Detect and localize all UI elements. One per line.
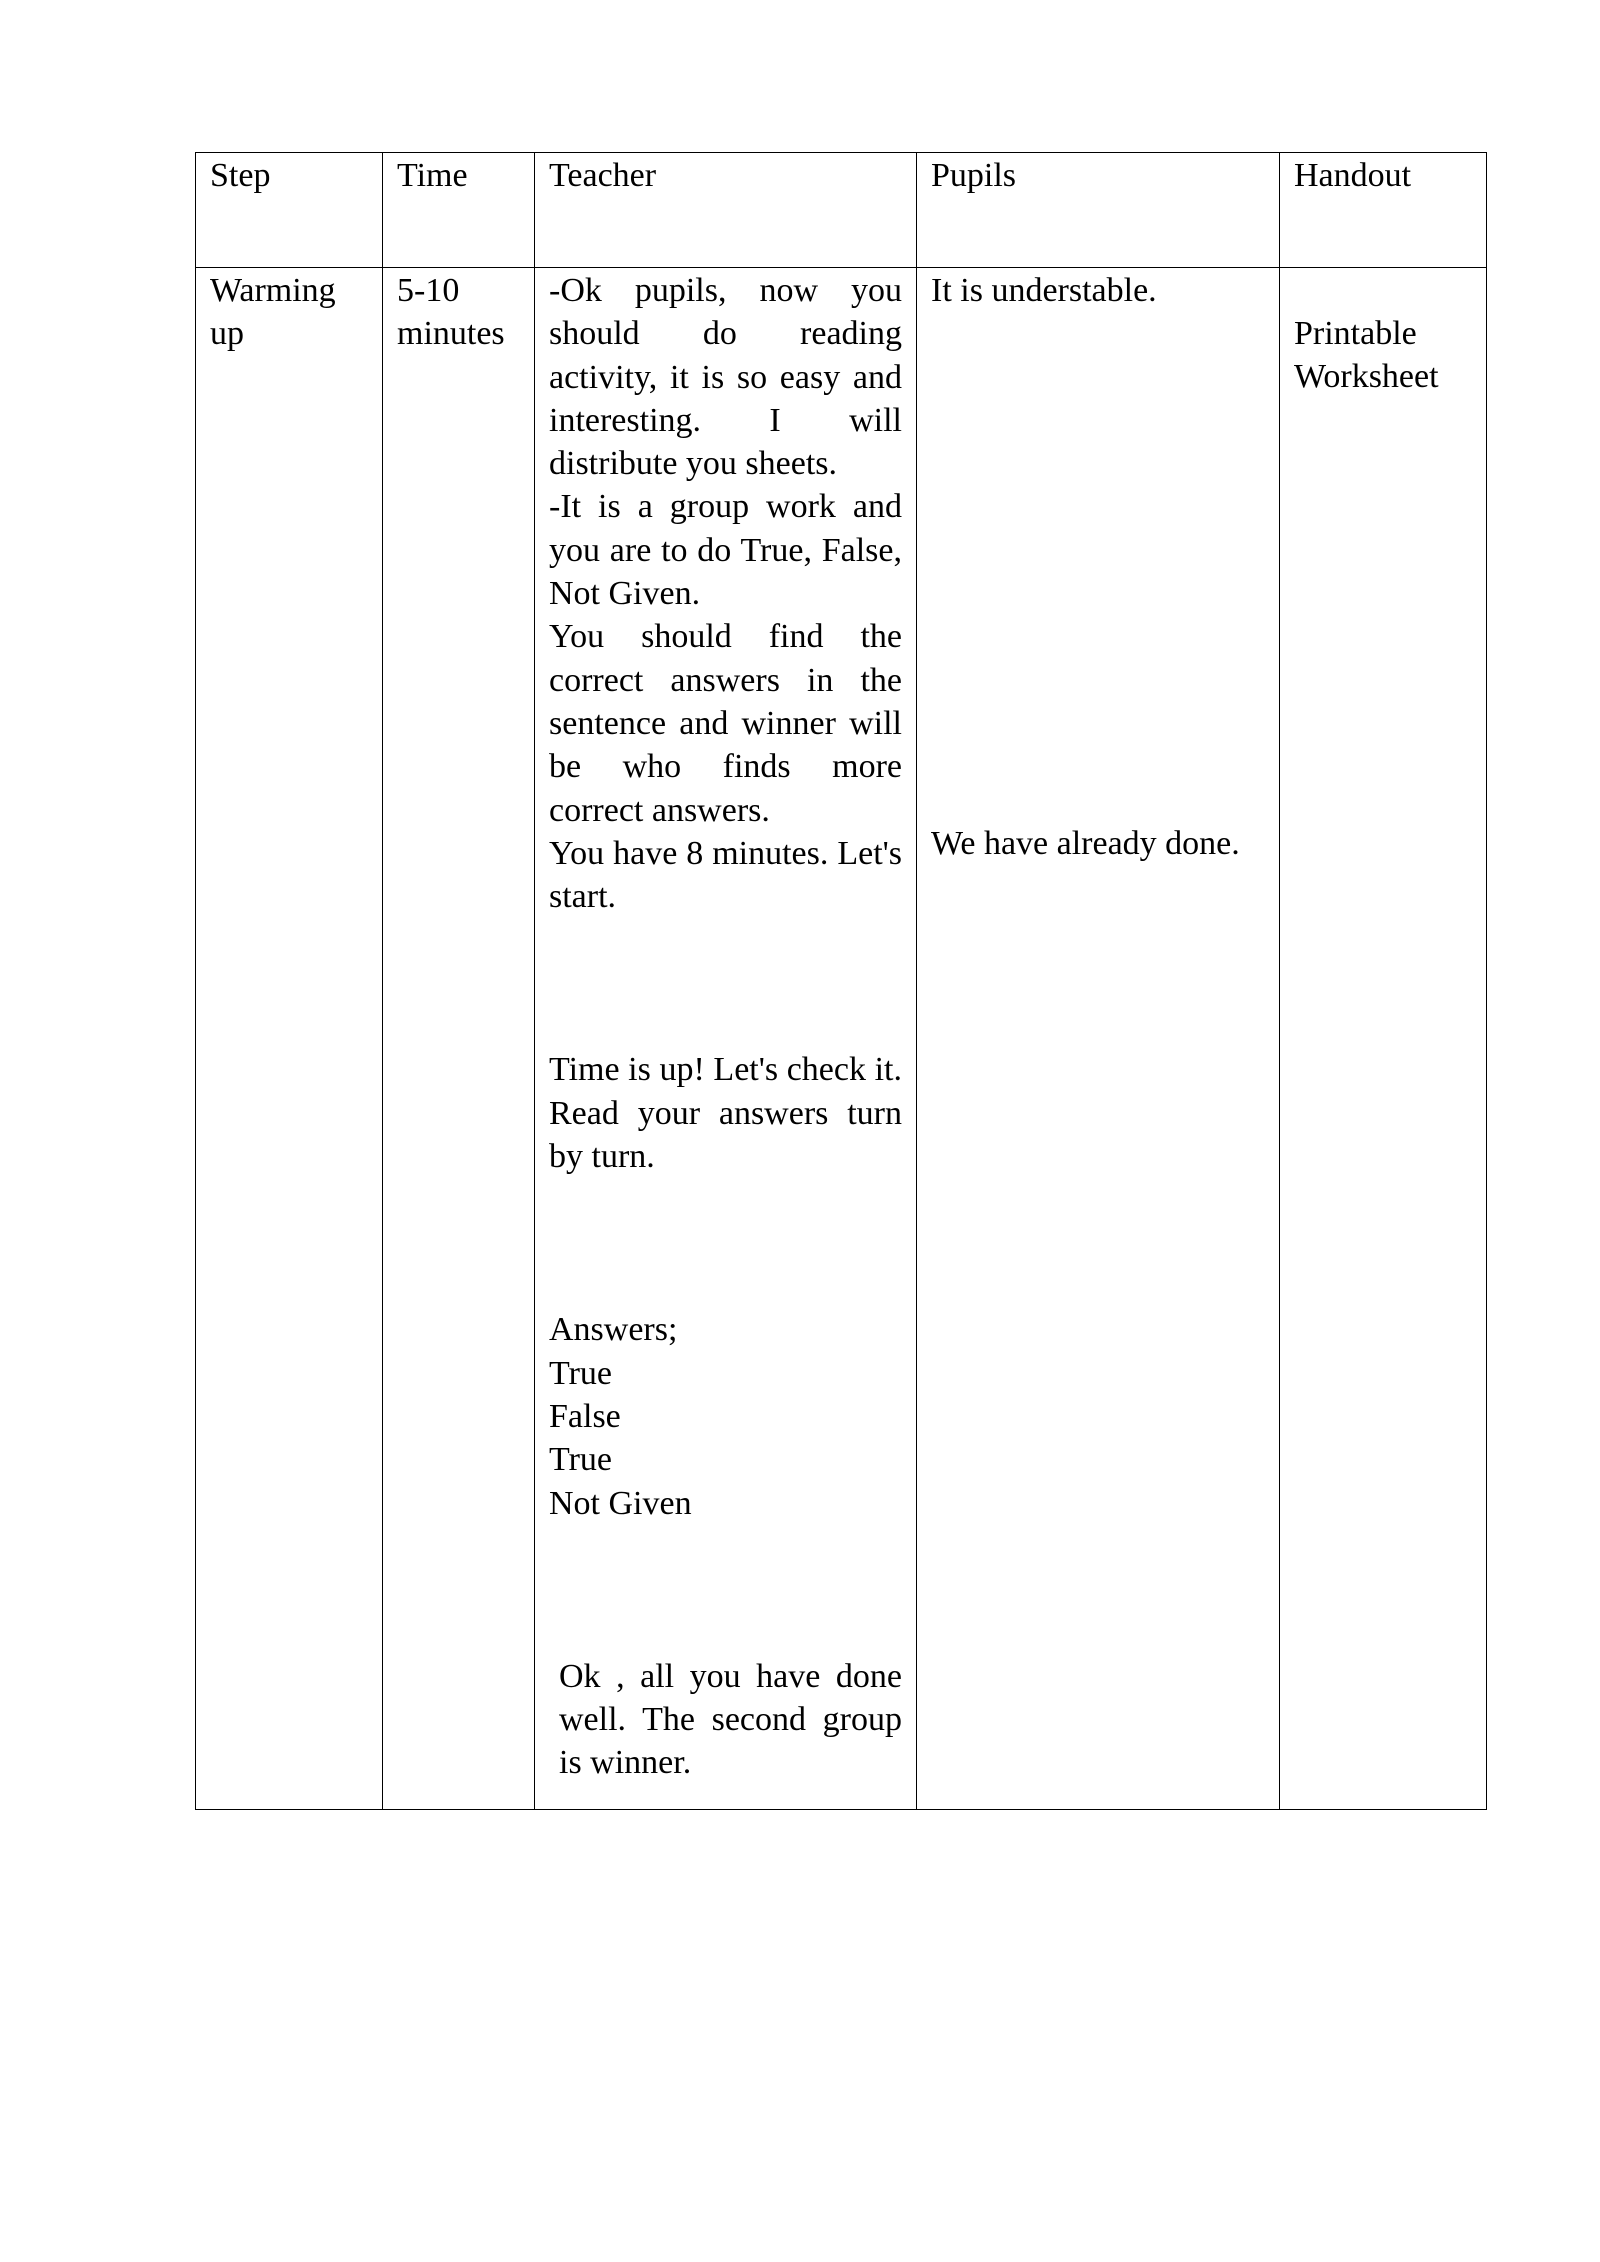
handout-cell <box>1280 268 1487 1810</box>
answer-item-3: True <box>549 1441 612 1479</box>
teacher-paragraph-2: -It is a group work and you are to do True, False, Not Given. <box>549 488 902 613</box>
teacher-paragraph-4: You have 8 minutes. Let's start. <box>549 834 902 916</box>
pupils-paragraph-1: It is understable. <box>931 272 1157 309</box>
teacher-paragraph-5: Time is up! Let's check it. Read your answers turn by turn. <box>549 1051 902 1176</box>
answer-item-1: True <box>549 1354 612 1392</box>
step-value: Warming up <box>210 272 336 353</box>
header-time: Time <box>383 153 535 268</box>
header-handout: Handout <box>1280 153 1487 268</box>
pupils-paragraph-2: We have already done. <box>931 825 1240 863</box>
table-header-row <box>196 153 1487 268</box>
table-row <box>196 268 1487 1810</box>
header-teacher: Teacher <box>535 153 917 268</box>
teacher-paragraph-6: Ok , all you have done well. The second group is winner. <box>559 1657 902 1782</box>
teacher-paragraph-1: -Ok pupils, now you should do reading activity, it is so easy and interesting. I will distribute you sheets. <box>549 272 902 483</box>
header-pupils: Pupils <box>917 153 1280 268</box>
answers-title: Answers; <box>549 1311 678 1349</box>
teacher-paragraph-3: You should find the correct answers in the sentence and winner will be who finds more correct answers. <box>549 618 902 829</box>
answer-item-4: Not Given <box>549 1484 692 1522</box>
header-step: Step <box>196 153 383 268</box>
handout-value: Printable Worksheet <box>1294 315 1439 396</box>
time-value: 5-10 minutes <box>397 272 505 353</box>
pupils-cell <box>917 268 1280 1810</box>
teacher-cell <box>535 268 917 1810</box>
answer-item-2: False <box>549 1397 621 1435</box>
step-cell <box>196 268 383 1810</box>
time-cell <box>383 268 535 1810</box>
lesson-plan-table <box>195 152 1487 1810</box>
